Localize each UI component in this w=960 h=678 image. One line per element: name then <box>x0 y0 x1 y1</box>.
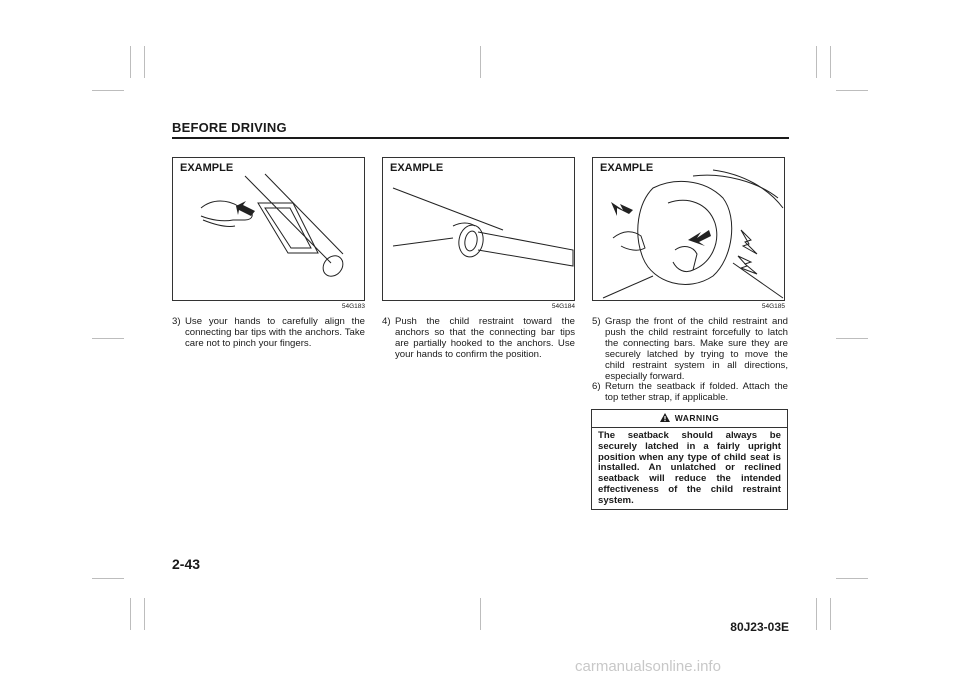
section-header: BEFORE DRIVING <box>172 120 287 135</box>
figure-code: 54G185 <box>761 303 785 310</box>
step-number: 6) <box>592 381 601 392</box>
figure-54g183 <box>172 157 365 301</box>
figure-code: 54G183 <box>341 303 365 310</box>
step-5 <box>592 316 788 382</box>
crop-mark <box>130 598 131 630</box>
crop-mark <box>816 46 817 78</box>
illustration-hand-aligning-bar <box>173 158 366 302</box>
crop-mark <box>830 598 831 630</box>
step-text: Use your hands to carefully align the connecting bar tips with the anchors. Take care not to pinch your fingers. <box>185 316 365 349</box>
document-code: 80J23-03E <box>730 620 789 634</box>
header-rule <box>172 137 789 139</box>
crop-mark <box>144 598 145 630</box>
figure-label: EXAMPLE <box>180 162 234 174</box>
step-text: Return the seatback if folded. Attach the top tether strap, if applicable. <box>605 381 788 403</box>
figure-54g185 <box>592 157 785 301</box>
warning-title: WARNING <box>674 413 720 423</box>
crop-mark <box>836 578 868 579</box>
warning-triangle-icon <box>660 413 670 422</box>
step-text: Push the child restraint toward the anchors so that the connecting bar tips are partially hooked to the anchors. Use your hands to confirm the position. <box>395 316 575 360</box>
crop-mark <box>836 338 868 339</box>
crop-mark <box>92 578 124 579</box>
page-number: 2-43 <box>172 556 201 572</box>
crop-mark <box>830 46 831 78</box>
figure-label: EXAMPLE <box>390 162 444 174</box>
crop-mark <box>130 46 131 78</box>
watermark-text: carmanualsonline.info <box>575 658 721 675</box>
illustration-connecting-bar <box>383 158 576 302</box>
crop-mark <box>144 46 145 78</box>
step-number: 3) <box>172 316 181 327</box>
warning-box <box>591 409 788 510</box>
crop-mark <box>480 598 481 630</box>
step-number: 4) <box>382 316 391 327</box>
illustration-latching-restraint <box>593 158 786 302</box>
crop-mark <box>480 46 481 78</box>
step-number: 5) <box>592 316 601 327</box>
warning-header <box>592 410 787 428</box>
step-3 <box>172 316 365 349</box>
figure-code: 54G184 <box>551 303 575 310</box>
step-text: Grasp the front of the child restraint and push the child restraint forcefully to latch the connecting bars. Make sure they are securely latched by trying to move the child restraint system in all directions, especially forward. <box>605 316 788 382</box>
warning-text: The seatback should always be securely latched in a fairly upright position when any type of child seat is installed. An unlatched or reclined seatback will reduce the intended effectiveness of the child restraint system. <box>598 430 781 506</box>
step-6 <box>592 381 788 403</box>
figure-label: EXAMPLE <box>600 162 654 174</box>
crop-mark <box>836 90 868 91</box>
crop-mark <box>92 90 124 91</box>
figure-54g184 <box>382 157 575 301</box>
crop-mark <box>816 598 817 630</box>
crop-mark <box>92 338 124 339</box>
step-4 <box>382 316 575 360</box>
